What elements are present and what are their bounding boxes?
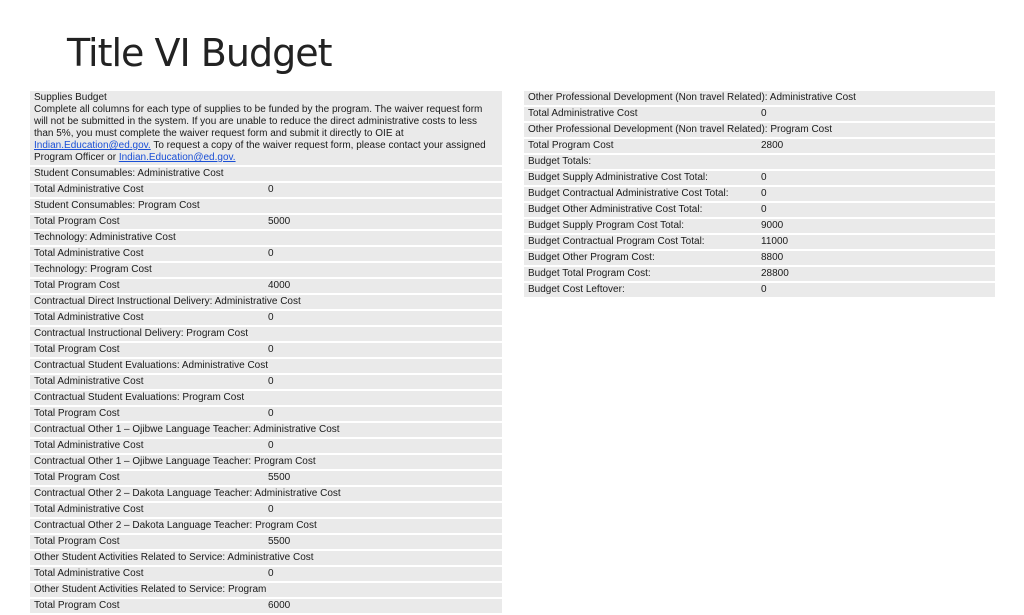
table-row xyxy=(30,503,502,517)
table-row xyxy=(524,283,995,297)
row-value: 5500 xyxy=(264,535,502,549)
row-label: Contractual Instructional Delivery: Program Cost xyxy=(30,327,502,341)
row-value: 2800 xyxy=(757,139,995,153)
row-value: 6000 xyxy=(264,599,502,613)
row-label: Other Student Activities Related to Service: Administrative Cost xyxy=(30,551,502,565)
table-row xyxy=(524,139,995,153)
row-value: 0 xyxy=(264,183,502,197)
table-row xyxy=(524,123,995,137)
row-label: Budget Contractual Program Cost Total: xyxy=(524,235,757,249)
row-label: Total Program Cost xyxy=(30,471,264,485)
row-label: Technology: Administrative Cost xyxy=(30,231,502,245)
row-label: Contractual Other 2 – Dakota Language Teacher: Administrative Cost xyxy=(30,487,502,501)
table-row xyxy=(30,599,502,613)
table-row xyxy=(30,359,502,373)
table-row xyxy=(524,219,995,233)
row-label: Total Program Cost xyxy=(30,279,264,293)
row-value: 0 xyxy=(264,311,502,325)
row-label: Budget Other Program Cost: xyxy=(524,251,757,265)
email-link-1[interactable]: Indian.Education@ed.gov. xyxy=(34,140,151,151)
row-label: Total Program Cost xyxy=(30,535,264,549)
table-row xyxy=(30,279,502,293)
row-value: 4000 xyxy=(264,279,502,293)
row-label: Total Administrative Cost xyxy=(30,247,264,261)
table-row xyxy=(30,439,502,453)
row-value: 8800 xyxy=(757,251,995,265)
row-label: Contractual Other 2 – Dakota Language Teacher: Program Cost xyxy=(30,519,502,533)
table-row xyxy=(30,199,502,213)
row-value: 0 xyxy=(264,247,502,261)
table-row xyxy=(30,375,502,389)
row-label: Total Program Cost xyxy=(30,215,264,229)
row-label: Total Program Cost xyxy=(30,599,264,613)
row-value: 0 xyxy=(264,375,502,389)
row-label: Other Student Activities Related to Service: Program xyxy=(30,583,502,597)
table-row xyxy=(524,203,995,217)
table-row xyxy=(524,155,995,169)
row-value: 11000 xyxy=(757,235,995,249)
table-row xyxy=(30,567,502,581)
budget-totals-table xyxy=(524,89,995,299)
table-row xyxy=(524,107,995,121)
page-title: Title VI Budget xyxy=(67,31,332,75)
row-label: Contractual Direct Instructional Delivery: Administrative Cost xyxy=(30,295,502,309)
table-row xyxy=(30,215,502,229)
row-value: 0 xyxy=(757,283,995,297)
table-row xyxy=(30,311,502,325)
section-header: Supplies Budget xyxy=(34,92,107,103)
row-value: 5000 xyxy=(264,215,502,229)
table-row xyxy=(30,535,502,549)
table-row xyxy=(30,551,502,565)
table-row xyxy=(30,167,502,181)
table-row xyxy=(30,247,502,261)
row-label: Contractual Student Evaluations: Program Cost xyxy=(30,391,502,405)
row-label: Total Administrative Cost xyxy=(30,375,264,389)
table-row xyxy=(30,519,502,533)
row-value: 0 xyxy=(264,343,502,357)
row-label: Budget Contractual Administrative Cost Total: xyxy=(524,187,757,201)
row-value: 0 xyxy=(757,171,995,185)
row-label: Total Administrative Cost xyxy=(30,503,264,517)
table-row xyxy=(524,267,995,281)
row-value: 28800 xyxy=(757,267,995,281)
row-value: 0 xyxy=(757,203,995,217)
table-row xyxy=(30,231,502,245)
row-label: Other Professional Development (Non travel Related): Administrative Cost xyxy=(524,91,995,105)
row-label: Total Administrative Cost xyxy=(30,311,264,325)
row-label: Budget Supply Administrative Cost Total: xyxy=(524,171,757,185)
row-value: 0 xyxy=(264,439,502,453)
table-row xyxy=(30,183,502,197)
row-label: Total Program Cost xyxy=(30,343,264,357)
table-row xyxy=(30,487,502,501)
table-row xyxy=(30,583,502,597)
table-row xyxy=(30,455,502,469)
row-value: 0 xyxy=(264,407,502,421)
row-label: Budget Cost Leftover: xyxy=(524,283,757,297)
table-row xyxy=(30,423,502,437)
row-label: Student Consumables: Administrative Cost xyxy=(30,167,502,181)
intro-text-2: To request a copy of the waiver request form, please contact your assigned Program Officer or xyxy=(34,140,486,163)
row-label: Other Professional Development (Non travel Related): Program Cost xyxy=(524,123,995,137)
row-label: Student Consumables: Program Cost xyxy=(30,199,502,213)
row-value: 0 xyxy=(757,107,995,121)
row-label: Budget Other Administrative Cost Total: xyxy=(524,203,757,217)
row-label: Total Program Cost xyxy=(524,139,757,153)
row-label: Total Administrative Cost xyxy=(30,183,264,197)
table-row xyxy=(30,407,502,421)
table-row xyxy=(30,295,502,309)
row-label: Budget Supply Program Cost Total: xyxy=(524,219,757,233)
table-row xyxy=(524,171,995,185)
row-label: Budget Totals: xyxy=(524,155,995,169)
row-label: Contractual Student Evaluations: Administrative Cost xyxy=(30,359,502,373)
table-row xyxy=(30,391,502,405)
row-label: Total Administrative Cost xyxy=(524,107,757,121)
table-row xyxy=(524,251,995,265)
table-row xyxy=(30,471,502,485)
row-label: Contractual Other 1 – Ojibwe Language Teacher: Program Cost xyxy=(30,455,502,469)
intro-row xyxy=(30,91,502,165)
row-label: Total Administrative Cost xyxy=(30,567,264,581)
table-row xyxy=(30,343,502,357)
intro-text-1: Complete all columns for each type of supplies to be funded by the program. The waiver request form will not be submitted in the system. If you are unable to reduce the direct administrative costs to less than 5%, you must complete the waiver request form and submit it directly to OIE at xyxy=(34,104,483,139)
row-label: Budget Total Program Cost: xyxy=(524,267,757,281)
row-label: Total Administrative Cost xyxy=(30,439,264,453)
table-row xyxy=(30,327,502,341)
row-label: Total Program Cost xyxy=(30,407,264,421)
row-value: 0 xyxy=(264,503,502,517)
row-value: 5500 xyxy=(264,471,502,485)
table-row xyxy=(524,187,995,201)
row-value: 9000 xyxy=(757,219,995,233)
email-link-2[interactable]: Indian.Education@ed.gov. xyxy=(118,152,236,163)
row-label: Contractual Other 1 – Ojibwe Language Teacher: Administrative Cost xyxy=(30,423,502,437)
row-value: 0 xyxy=(264,567,502,581)
table-row xyxy=(30,263,502,277)
table-row xyxy=(524,235,995,249)
table-row xyxy=(524,91,995,105)
intro-cell xyxy=(30,91,502,165)
row-label: Technology: Program Cost xyxy=(30,263,502,277)
row-value: 0 xyxy=(757,187,995,201)
supplies-budget-table xyxy=(30,89,502,615)
